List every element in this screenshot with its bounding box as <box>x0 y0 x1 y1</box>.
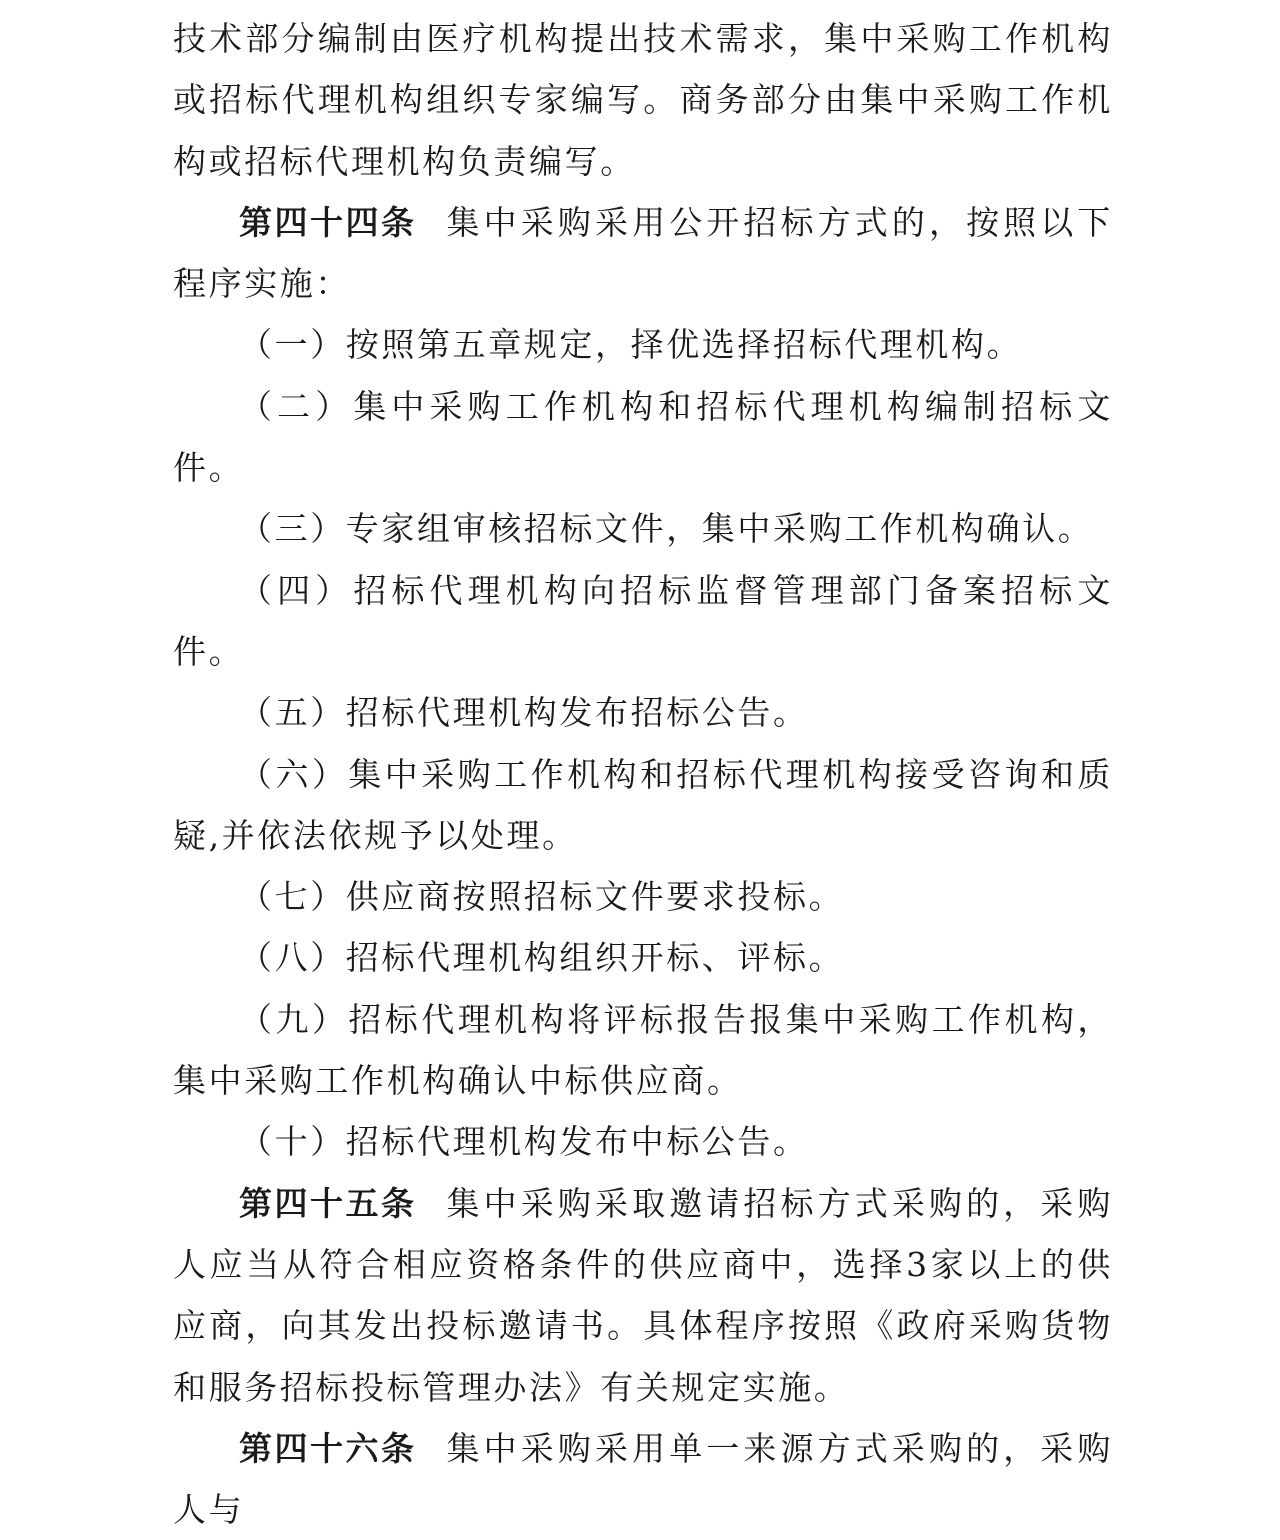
article-44-item-6: （六）集中采购工作机构和招标代理机构接受咨询和质疑,并依法依规予以处理。 <box>173 754 1113 855</box>
article-45-number: 第四十五条 <box>239 1183 417 1223</box>
article-44-text: 集中采购采用公开招标方式的，按照以下程序实施： <box>173 202 1113 304</box>
article-44-item-10: （十）招标代理机构发布中标公告。 <box>239 1122 809 1162</box>
article-44-item-8: （八）招标代理机构组织开标、评标。 <box>239 938 845 978</box>
article-45-text: 集中采购采取邀请招标方式采购的，采购人应当从符合相应资格条件的供应商中，选择3家以上的供应商，向其发出投标邀请书。具体程序按照《政府采购货物和服务招标投标管理办法》有关规定实施。 <box>173 1183 1113 1407</box>
article-44-item-7: （七）供应商按照招标文件要求投标。 <box>239 877 845 917</box>
article-44 <box>173 192 1113 315</box>
article-45 <box>173 1173 1113 1418</box>
article-46 <box>173 1418 1113 1540</box>
article-44-item-9: （九）招标代理机构将评标报告报集中采购工作机构，集中采购工作机构确认中标供应商。 <box>173 999 1113 1101</box>
article-44-number: 第四十四条 <box>239 202 417 242</box>
article-44-item-5: （五）招标代理机构发布招标公告。 <box>239 693 809 733</box>
article-44-item-4: （四）招标代理机构向招标监督管理部门备案招标文件。 <box>173 570 1113 671</box>
article-46-text: 集中采购采用单一来源方式采购的，采购人与 <box>173 1428 1113 1530</box>
intro-paragraph: 技术部分编制由医疗机构提出技术需求，集中采购工作机构或招标代理机构组织专家编写。商务部分由集中采购工作机构或招标代理机构负责编写。 <box>173 19 1113 181</box>
article-44-item-3: （三）专家组审核招标文件，集中采购工作机构确认。 <box>239 509 1094 549</box>
article-44-item-2: （二）集中采购工作机构和招标代理机构编制招标文件。 <box>173 386 1113 488</box>
article-44-item-1: （一）按照第五章规定，择优选择招标代理机构。 <box>239 325 1023 365</box>
article-46-number: 第四十六条 <box>239 1428 417 1468</box>
document-page <box>173 8 1113 1540</box>
